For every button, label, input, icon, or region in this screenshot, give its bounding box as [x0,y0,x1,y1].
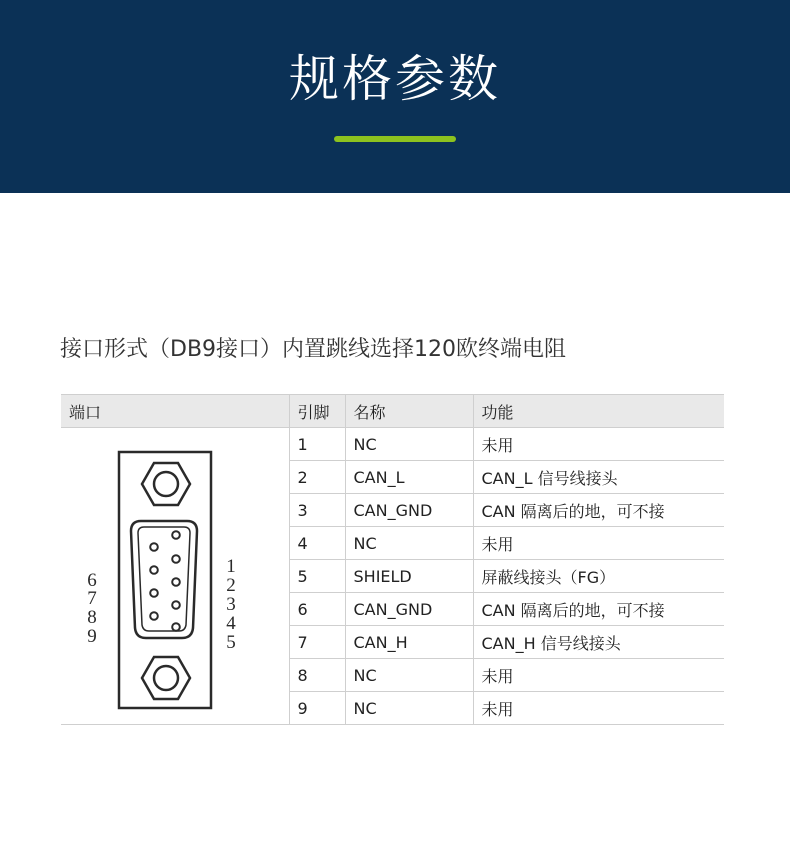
signal-function: CAN 隔离后的地，可不接 [473,494,724,527]
signal-name: NC [345,527,473,560]
pin-number: 1 [289,428,345,461]
signal-function: 未用 [473,659,724,692]
pin-number: 8 [289,659,345,692]
pin-label-9: 9 [87,626,97,647]
d-sub-shell-inner [138,527,190,631]
pin-label-6: 6 [87,570,97,591]
pin-label-7: 7 [87,588,97,609]
pin-hole-5 [172,623,180,631]
header-pin: 引脚 [289,395,345,428]
signal-function: 屏蔽线接头（FG） [473,560,724,593]
pin-hole-4 [172,601,180,609]
signal-function: 未用 [473,527,724,560]
pin-hole-2 [172,555,180,563]
db9-connector-diagram [61,428,289,725]
interface-caption: 接口形式（DB9接口）内置跳线选择120欧终端电阻 [60,337,567,362]
pin-hole-7 [150,566,158,574]
pin-hole-9 [150,612,158,620]
pin-number: 3 [289,494,345,527]
title-underline-accent [334,136,456,142]
pin-hole-6 [150,543,158,551]
header-function: 功能 [473,395,724,428]
signal-name: NC [345,428,473,461]
pin-label-8: 8 [87,607,97,628]
pin-number: 9 [289,692,345,725]
pin-label-3: 3 [226,594,236,615]
header-name: 名称 [345,395,473,428]
signal-function: CAN_H 信号线接头 [473,626,724,659]
header-banner [0,0,790,193]
pin-number: 6 [289,593,345,626]
pin-label-2: 2 [226,575,236,596]
pin-number: 2 [289,461,345,494]
signal-name: CAN_GND [345,494,473,527]
pin-number: 4 [289,527,345,560]
pin-hole-3 [172,578,180,586]
signal-name: CAN_L [345,461,473,494]
bottom-hex-nut-icon [142,657,190,699]
d-sub-shell-outer [131,521,197,638]
pin-hole-8 [150,589,158,597]
signal-name: CAN_H [345,626,473,659]
pin-number: 7 [289,626,345,659]
pin-spec-table [61,394,724,725]
page-title: 规格参数 [289,50,501,108]
pin-hole-1 [172,531,180,539]
port-diagram-cell [61,428,289,725]
table-row [61,428,724,461]
pin-label-4: 4 [226,613,236,634]
signal-name: SHIELD [345,560,473,593]
signal-function: 未用 [473,692,724,725]
pin-label-5: 5 [226,632,236,653]
bottom-screw-hole-icon [154,666,178,690]
top-screw-hole-icon [154,472,178,496]
signal-name: CAN_GND [345,593,473,626]
signal-function: CAN 隔离后的地，可不接 [473,593,724,626]
pin-number: 5 [289,560,345,593]
signal-name: NC [345,692,473,725]
signal-name: NC [345,659,473,692]
pin-label-1: 1 [226,556,236,577]
signal-function: 未用 [473,428,724,461]
signal-function: CAN_L 信号线接头 [473,461,724,494]
header-port: 端口 [61,395,289,428]
table-header-row [61,395,724,428]
top-hex-nut-icon [142,463,190,505]
